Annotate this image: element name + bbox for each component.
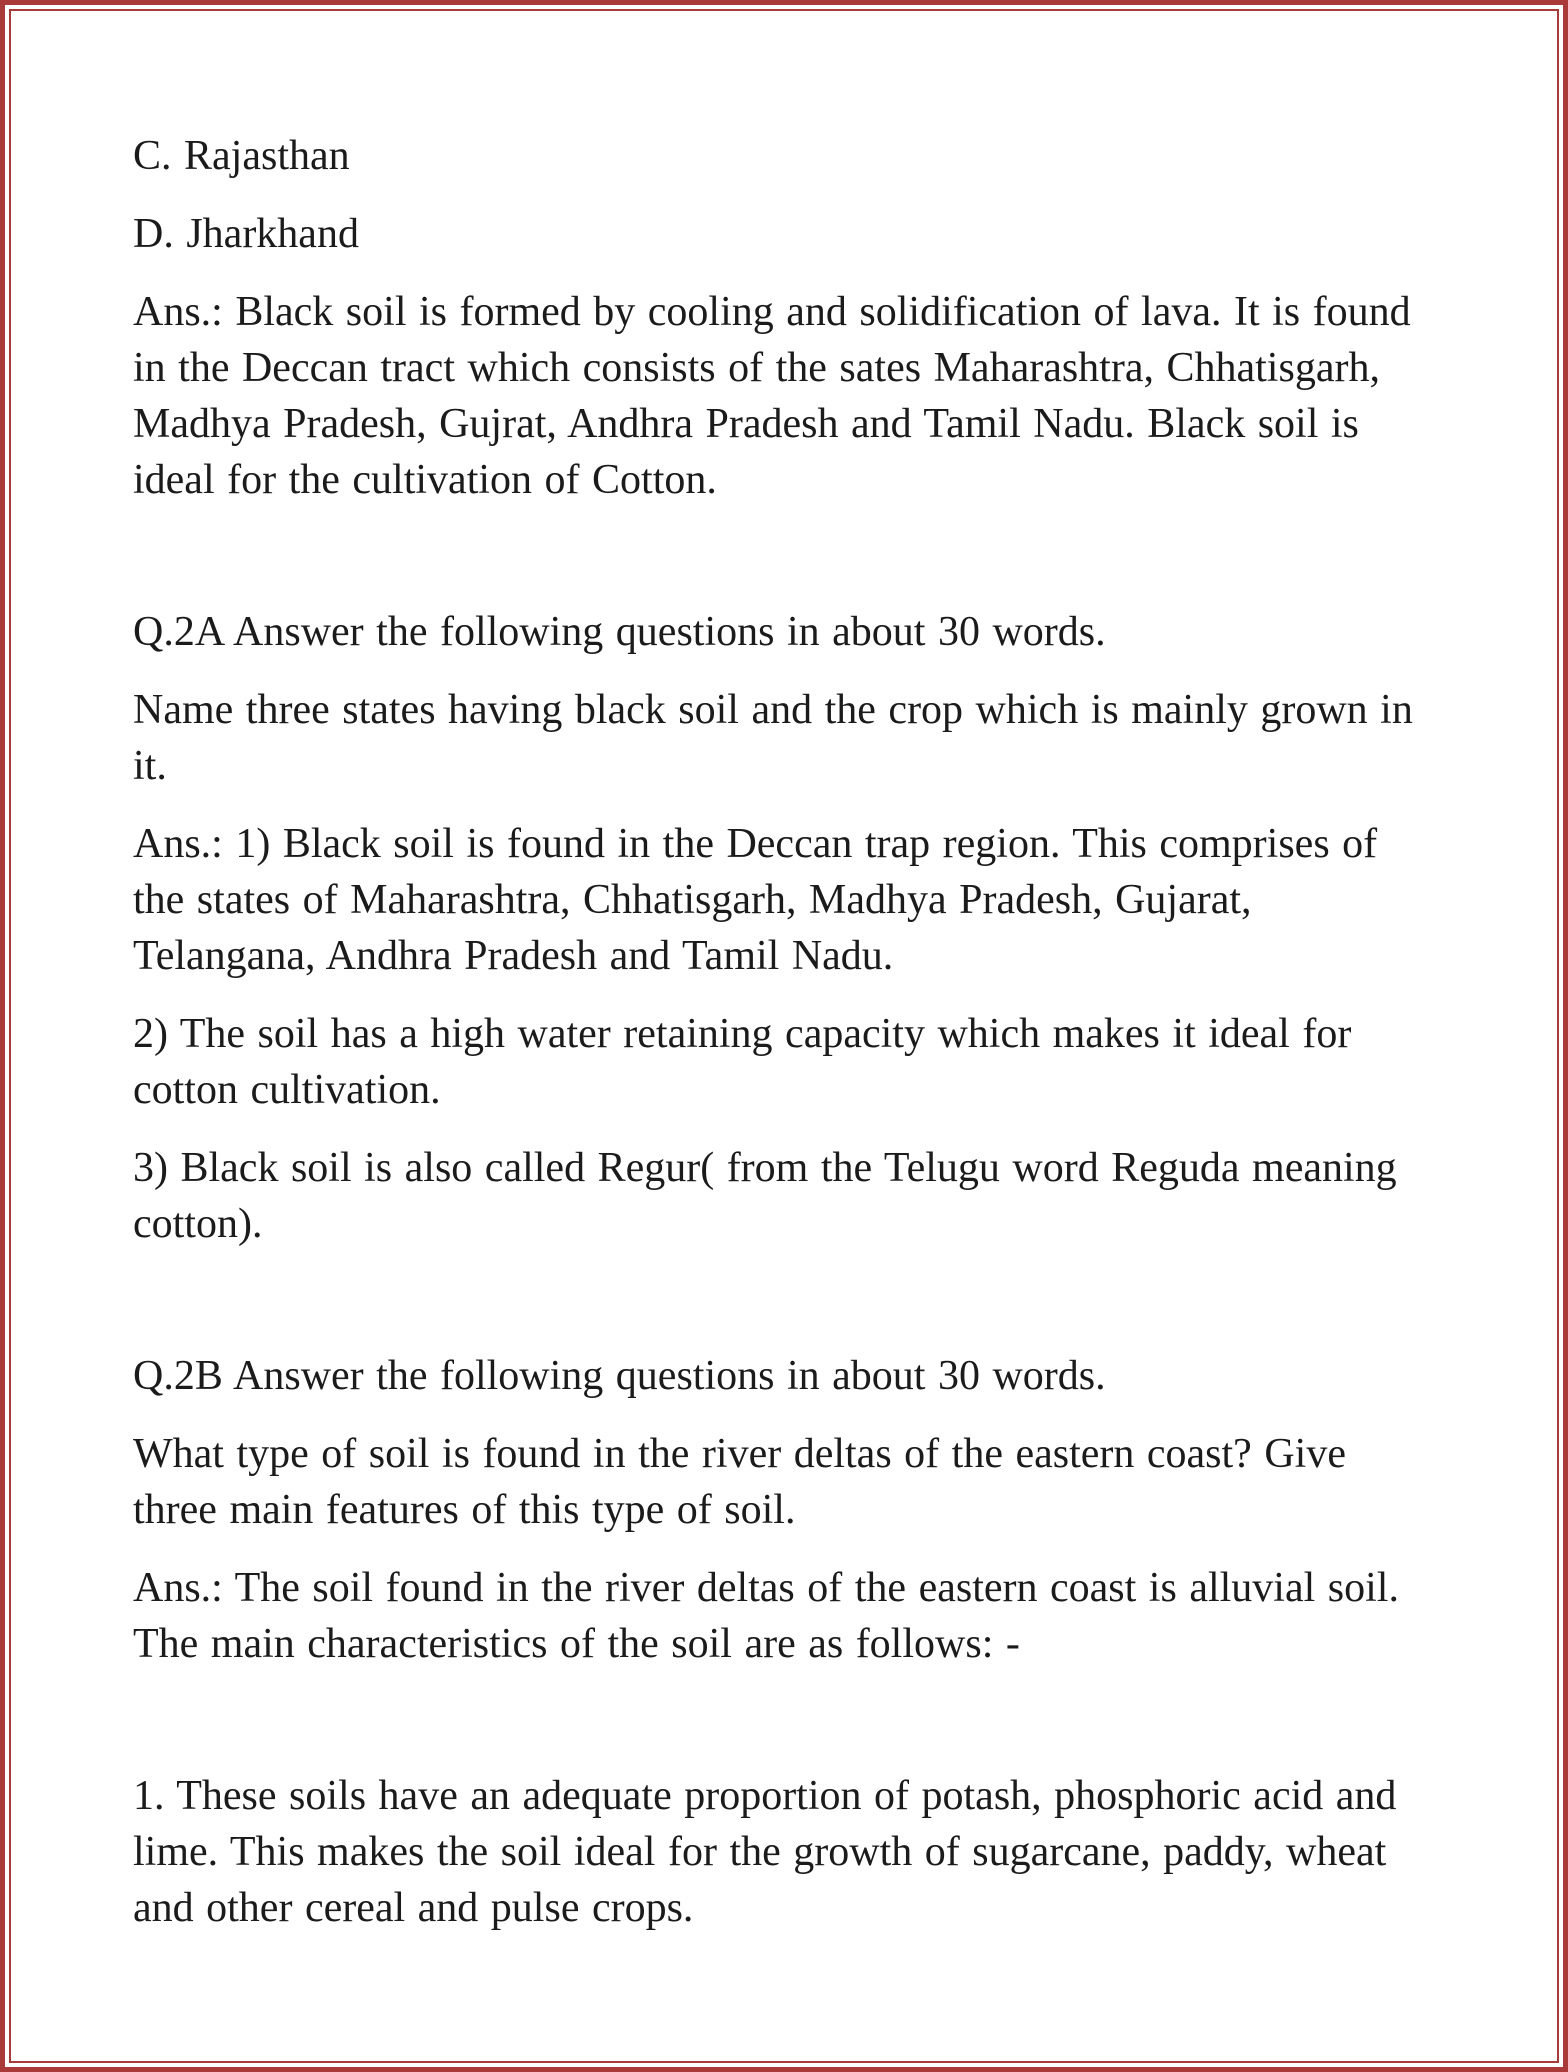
q2a-question: Name three states having black soil and the crop which is mainly grown in it.: [133, 687, 1413, 789]
q1-answer: Ans.: Black soil is formed by cooling and solidification of lava. It is found in the Deccan tract which consists of the sates Maharashtra, Chhatisgarh, Madhya Pradesh, Gujrat, Andhra Pradesh and Tamil Nadu. Black soil is ideal for the cultivation of Cotton.: [133, 289, 1411, 503]
q2b-question: What type of soil is found in the river deltas of the eastern coast? Give three main features of this type of soil.: [133, 1431, 1346, 1533]
q2b-point-1: 1. These soils have an adequate proportion of potash, phosphoric acid and lime. This makes the soil ideal for the growth of sugarcane, paddy, wheat and other cereal and pulse crops.: [133, 1773, 1397, 1931]
q2b-heading: Q.2B Answer the following questions in about 30 words.: [133, 1353, 1106, 1399]
document-body: [133, 128, 1433, 1936]
q2a-answer-1: Ans.: 1) Black soil is found in the Deccan trap region. This comprises of the states of Maharashtra, Chhatisgarh, Madhya Pradesh, Gujarat, Telangana, Andhra Pradesh and Tamil Nadu.: [133, 821, 1378, 979]
option-d: D. Jharkhand: [133, 211, 359, 257]
q2a-answer-2: 2) The soil has a high water retaining capacity which makes it ideal for cotton cultivation.: [133, 1011, 1352, 1113]
q2a-answer-3: 3) Black soil is also called Regur( from the Telugu word Reguda meaning cotton).: [133, 1145, 1397, 1247]
q2b-answer-intro: Ans.: The soil found in the river deltas of the eastern coast is alluvial soil. The main characteristics of the soil are as follows: -: [133, 1565, 1399, 1667]
q2a-heading: Q.2A Answer the following questions in about 30 words.: [133, 609, 1106, 655]
option-c: C. Rajasthan: [133, 133, 350, 179]
